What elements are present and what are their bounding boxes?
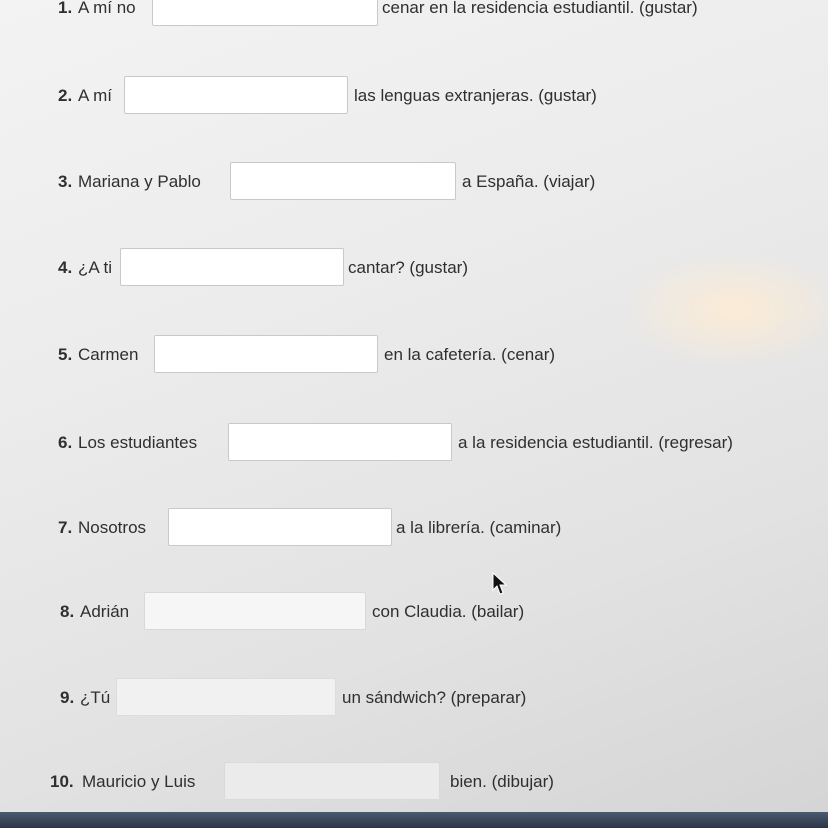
item-number: 3. [58, 172, 73, 191]
answer-input-10[interactable] [224, 762, 440, 800]
item-prefix: Adrián [80, 602, 130, 621]
monitor-bezel [0, 812, 828, 828]
answer-input-7[interactable] [168, 508, 392, 546]
answer-input-5[interactable] [154, 335, 378, 373]
item-prefix: Carmen [78, 345, 139, 364]
answer-input-8[interactable] [144, 592, 366, 630]
item-number: 8. [60, 602, 75, 621]
item-prefix: A mí no [78, 0, 136, 17]
item-prefix: A mí [78, 86, 113, 105]
item-number: 10. [50, 772, 74, 791]
item-prefix: Mauricio y Luis [82, 772, 196, 791]
item-suffix: a la librería. (caminar) [396, 518, 562, 537]
item-suffix: bien. (dibujar) [450, 772, 554, 791]
item-prefix: Los estudiantes [78, 433, 198, 452]
item-prefix: ¿Tú [80, 688, 111, 707]
item-number: 4. [58, 258, 73, 277]
answer-input-6[interactable] [228, 423, 452, 461]
item-number: 6. [58, 433, 73, 452]
item-suffix: a la residencia estudiantil. (regresar) [458, 433, 733, 452]
item-number: 9. [60, 688, 75, 707]
item-prefix: Mariana y Pablo [78, 172, 201, 191]
item-prefix: Nosotros [78, 518, 147, 537]
item-suffix: un sándwich? (preparar) [342, 688, 527, 707]
item-suffix: cenar en la residencia estudiantil. (gustar) [382, 0, 698, 17]
item-suffix: en la cafetería. (cenar) [384, 345, 556, 364]
item-number: 2. [58, 86, 73, 105]
item-prefix: ¿A ti [78, 258, 113, 277]
item-number: 5. [58, 345, 73, 364]
answer-input-9[interactable] [116, 678, 336, 716]
item-number: 7. [58, 518, 73, 537]
item-suffix: a España. (viajar) [462, 172, 596, 191]
item-number: 1. [58, 0, 73, 17]
answer-input-3[interactable] [230, 162, 456, 200]
answer-input-1[interactable] [152, 0, 378, 26]
mouse-pointer-icon [492, 572, 508, 596]
answer-input-2[interactable] [124, 76, 348, 114]
item-suffix: las lenguas extranjeras. (gustar) [354, 86, 597, 105]
item-suffix: con Claudia. (bailar) [372, 602, 525, 621]
answer-input-4[interactable] [120, 248, 344, 286]
item-suffix: cantar? (gustar) [348, 258, 468, 277]
